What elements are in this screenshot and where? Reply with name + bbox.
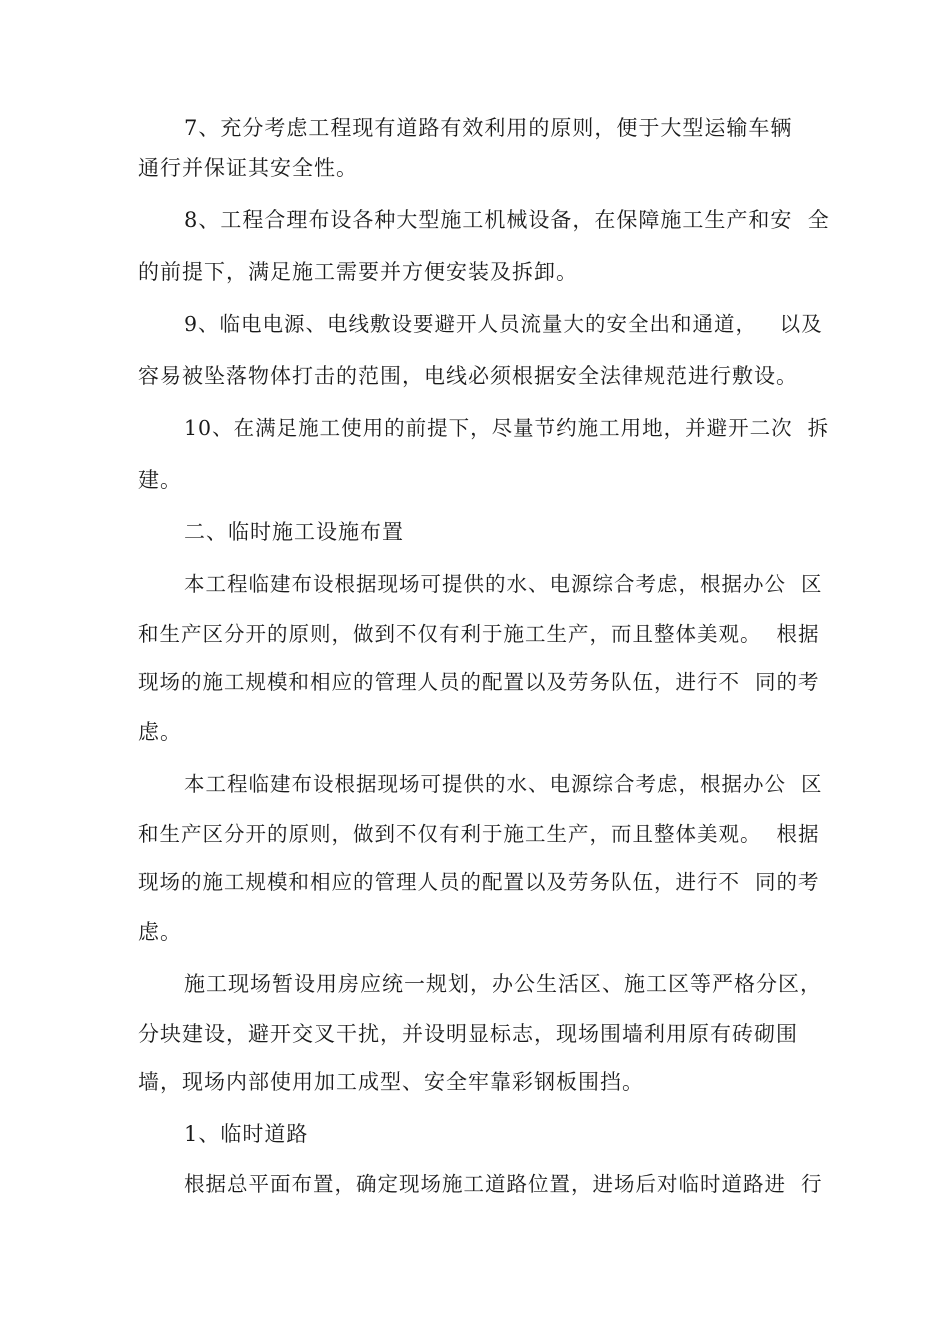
- text-line: 施工现场暂设用房应统一规划，办公生活区、施工区等严格分区，: [184, 972, 822, 996]
- text-line: 10、在满足施工使用的前提下，尽量节约施工用地，并避开二次 拆: [184, 416, 830, 440]
- text-line: 虑。: [138, 920, 182, 944]
- section-heading: 二、临时施工设施布置: [184, 520, 404, 544]
- text-line: 本工程临建布设根据现场可提供的水、电源综合考虑，根据办公 区: [184, 772, 823, 796]
- text-line: 和生产区分开的原则，做到不仅有利于施工生产，而且整体美观。 根据: [138, 622, 820, 646]
- text-line: 现场的施工规模和相应的管理人员的配置以及劳务队伍，进行不 同的考: [138, 870, 820, 894]
- text-line: 通行并保证其安全性。: [138, 156, 358, 180]
- text-line: 7、充分考虑工程现有道路有效利用的原则，便于大型运输车辆: [184, 116, 793, 140]
- text-line: 9、临电电源、电线敷设要避开人员流量大的安全出和通道， 以及: [184, 312, 823, 336]
- text-line: 8、工程合理布设各种大型施工机械设备，在保障施工生产和安 全: [184, 208, 830, 232]
- text-line: 墙，现场内部使用加工成型、安全牢靠彩钢板围挡。: [138, 1070, 644, 1094]
- text-line: 本工程临建布设根据现场可提供的水、电源综合考虑，根据办公 区: [184, 572, 823, 596]
- text-line: 和生产区分开的原则，做到不仅有利于施工生产，而且整体美观。 根据: [138, 822, 820, 846]
- text-line: 虑。: [138, 720, 182, 744]
- text-line: 根据总平面布置，确定现场施工道路位置，进场后对临时道路进 行: [184, 1172, 823, 1196]
- text-line: 的前提下，满足施工需要并方便安装及拆卸。: [138, 260, 578, 284]
- text-line: 容易被坠落物体打击的范围，电线必须根据安全法律规范进行敷设。: [138, 364, 798, 388]
- text-line: 现场的施工规模和相应的管理人员的配置以及劳务队伍，进行不 同的考: [138, 670, 820, 694]
- text-line: 分块建设，避开交叉干扰，并设明显标志，现场围墙利用原有砖砌围: [138, 1022, 798, 1046]
- section-heading: 1、临时道路: [184, 1122, 309, 1146]
- text-line: 建。: [138, 468, 182, 492]
